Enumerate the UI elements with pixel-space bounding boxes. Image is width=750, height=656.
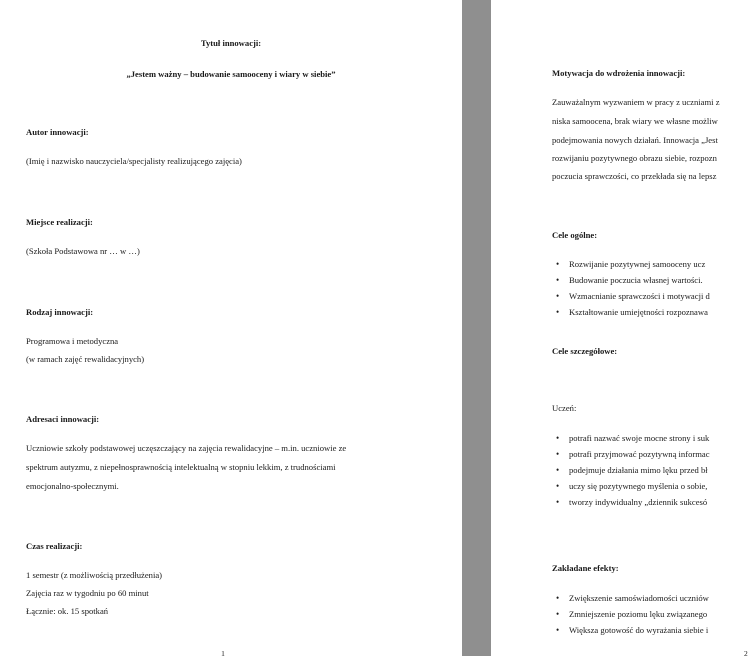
type-line-2: (w ramach zajęć rewalidacyjnych) bbox=[26, 354, 145, 364]
list-item: • tworzy indywidualny „dziennik sukcesó bbox=[552, 497, 710, 513]
motivation-line-5: poczucia sprawczości, co przekłada się na lepsz bbox=[552, 171, 717, 181]
motivation-heading: Motywacja do wdrożenia innowacji: bbox=[552, 68, 686, 78]
motivation-line-2: niska samoocena, brak wiary we własne możliw bbox=[552, 116, 718, 126]
time-line-1: 1 semestr (z możliwością przedłużenia) bbox=[26, 570, 163, 580]
effects-heading: Zakładane efekty: bbox=[552, 563, 619, 573]
time-heading: Czas realizacji: bbox=[26, 541, 83, 551]
list-item: • Budowanie poczucia własnej wartości. bbox=[552, 275, 710, 291]
motivation-line-3: podejmowania nowych działań. Innowacja „Jest bbox=[552, 135, 718, 145]
motivation-line-4: rozwijaniu pozytywnego obrazu siebie, rozpozn bbox=[552, 153, 717, 163]
addressees-heading: Adresaci innowacji: bbox=[26, 414, 100, 424]
motivation-line-1: Zauważalnym wyzwaniem w pracy z uczniami z bbox=[552, 97, 720, 107]
time-line-2: Zajęcia raz w tygodniu po 60 minut bbox=[26, 588, 149, 598]
addressees-line-1: Uczniowie szkoły podstawowej uczęszczający na zajęcia rewalidacyjne – m.in. uczniowie ze bbox=[26, 443, 347, 453]
list-item: • Kształtowanie umiejętności rozpoznawa bbox=[552, 307, 710, 323]
time-line-3: Łącznie: ok. 15 spotkań bbox=[26, 606, 109, 616]
addressees-line-2: spektrum autyzmu, z niepełnosprawnością intelektualną w stopniu lekkim, z trudnościami bbox=[26, 462, 336, 472]
innovation-title-value: „Jestem ważny – budowanie samooceny i wiary w siebie” bbox=[126, 69, 336, 79]
place-value: (Szkoła Podstawowa nr … w …) bbox=[26, 246, 140, 256]
list-item: • Rozwijanie pozytywnej samooceny ucz bbox=[552, 259, 710, 275]
author-value: (Imię i nazwisko nauczyciela/specjalisty realizującego zajęcia) bbox=[26, 156, 242, 166]
list-item: • uczy się pozytywnego myślenia o sobie, bbox=[552, 481, 710, 497]
list-item: • podejmuje działania mimo lęku przed bł bbox=[552, 465, 710, 481]
place-heading: Miejsce realizacji: bbox=[26, 217, 93, 227]
author-heading: Autor innowacji: bbox=[26, 127, 89, 137]
specific-goals-list bbox=[552, 433, 710, 513]
page-number: 1 bbox=[221, 649, 225, 656]
list-item: • Zwiększenie samoświadomości uczniów bbox=[552, 593, 709, 609]
effects-list bbox=[552, 593, 709, 641]
list-item: • potrafi przyjmować pozytywną informac bbox=[552, 449, 710, 465]
general-goals-heading: Cele ogólne: bbox=[552, 230, 598, 240]
student-label: Uczeń: bbox=[552, 403, 577, 413]
list-item: • Wzmacnianie sprawczości i motywacji d bbox=[552, 291, 710, 307]
type-line-1: Programowa i metodyczna bbox=[26, 336, 119, 346]
addressees-line-3: emocjonalno-społecznymi. bbox=[26, 481, 119, 491]
list-item: • Zmniejszenie poziomu lęku związanego bbox=[552, 609, 709, 625]
innovation-title-label: Tytuł innowacji: bbox=[200, 38, 262, 48]
page-gutter bbox=[462, 0, 491, 656]
page-2 bbox=[491, 0, 750, 656]
list-item: • Większa gotowość do wyrażania siebie i bbox=[552, 625, 709, 641]
general-goals-list bbox=[552, 259, 710, 323]
type-heading: Rodzaj innowacji: bbox=[26, 307, 94, 317]
page-number: 2 bbox=[744, 649, 748, 656]
list-item: • potrafi nazwać swoje mocne strony i suk bbox=[552, 433, 710, 449]
specific-goals-heading: Cele szczegółowe: bbox=[552, 346, 618, 356]
